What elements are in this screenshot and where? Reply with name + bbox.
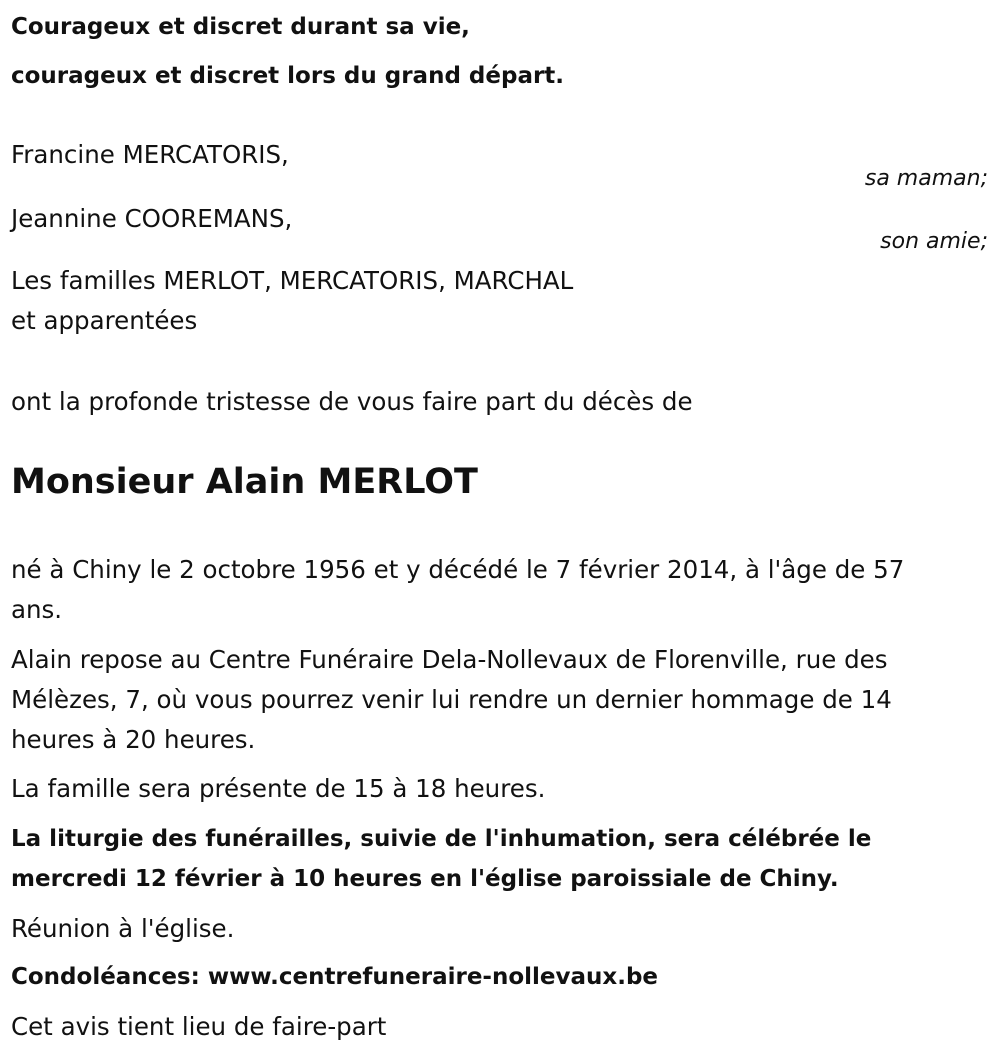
family-role-mother: sa maman; <box>864 166 988 191</box>
deceased-name: Monsieur Alain MERLOT <box>11 462 478 502</box>
birth-death-line-2: ans. <box>11 595 63 624</box>
families-line-1: Les familles MERLOT, MERCATORIS, MARCHAL <box>11 266 574 295</box>
liturgy-line-1: La liturgie des funérailles, suivie de l'inhumation, sera célébrée le <box>11 826 872 852</box>
liturgy-line-2: mercredi 12 février à 10 heures en l'église paroissiale de Chiny. <box>11 866 839 892</box>
family-member-friend: Jeannine COOREMANS, <box>11 204 293 233</box>
birth-death-line-1: né à Chiny le 2 octobre 1956 et y décédé le 7 février 2014, à l'âge de 57 <box>11 555 905 584</box>
header-line-1: Courageux et discret durant sa vie, <box>11 14 470 40</box>
announcement-text: ont la profonde tristesse de vous faire part du décès de <box>11 387 693 416</box>
repose-line-2: Mélèzes, 7, où vous pourrez venir lui rendre un dernier hommage de 14 <box>11 685 892 714</box>
family-member-mother: Francine MERCATORIS, <box>11 140 289 169</box>
repose-line-1: Alain repose au Centre Funéraire Dela-Nollevaux de Florenville, rue des <box>11 645 888 674</box>
meeting-text: Réunion à l'église. <box>11 914 235 943</box>
notice-text: Cet avis tient lieu de faire-part <box>11 1012 387 1041</box>
condolences-text: Condoléances: www.centrefuneraire-nollevaux.be <box>11 964 659 990</box>
repose-line-3: heures à 20 heures. <box>11 725 256 754</box>
family-presence: La famille sera présente de 15 à 18 heures. <box>11 774 546 803</box>
families-line-2: et apparentées <box>11 306 198 335</box>
header-line-2: courageux et discret lors du grand départ. <box>11 63 565 89</box>
family-role-friend: son amie; <box>880 229 988 254</box>
